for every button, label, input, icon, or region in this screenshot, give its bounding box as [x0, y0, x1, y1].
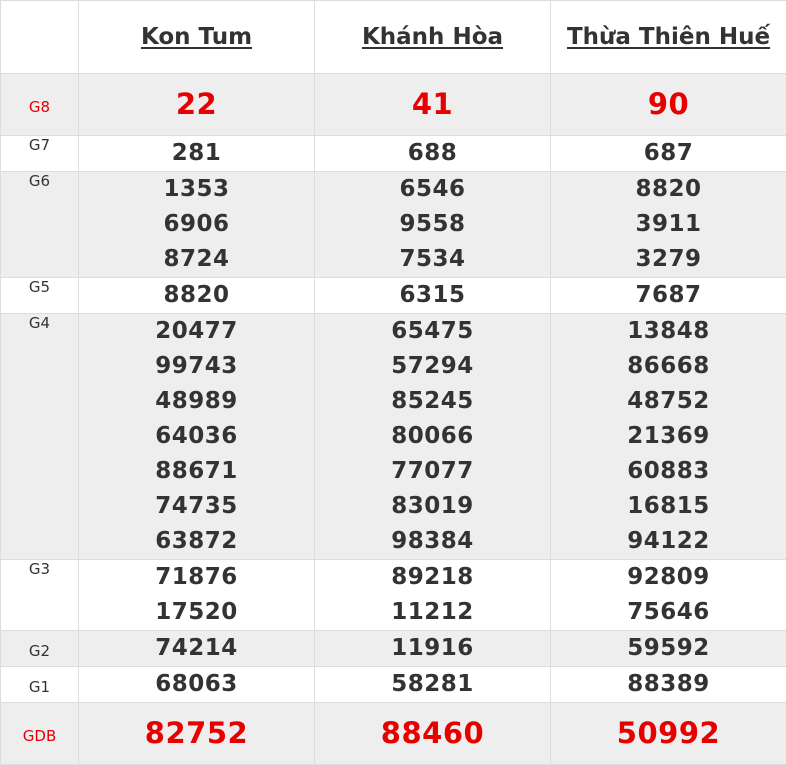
- number-g8-khanh-hoa: 41: [315, 74, 550, 135]
- prize-label-g2: G2: [1, 631, 79, 667]
- prize-row-g6: [1, 172, 786, 278]
- number-g4-khanh-hoa-6: 83019: [315, 489, 550, 524]
- header-row: [1, 1, 786, 74]
- number-g8-kon-tum: 22: [79, 74, 314, 135]
- number-g6-hue-3: 3279: [551, 242, 786, 277]
- province-link-khanh-hoa[interactable]: Khánh Hòa: [362, 24, 503, 50]
- number-g1-kon-tum: 68063: [79, 667, 314, 702]
- number-g3-khanh-hoa-1: 89218: [315, 560, 550, 595]
- number-g6-hue-1: 8820: [551, 172, 786, 207]
- cell-special-hue: [551, 703, 786, 765]
- number-g3-hue-2: 75646: [551, 595, 786, 630]
- cell-g4-khanh-hoa: [315, 314, 551, 560]
- number-g5-kon-tum: 8820: [79, 278, 314, 313]
- number-g3-kon-tum-1: 71876: [79, 560, 314, 595]
- cell-g4-kon-tum: [79, 314, 315, 560]
- cell-g7-kon-tum: [79, 136, 315, 172]
- number-g4-hue-1: 13848: [551, 314, 786, 349]
- cell-g6-khanh-hoa: [315, 172, 551, 278]
- number-g4-khanh-hoa-2: 57294: [315, 349, 550, 384]
- number-g6-kon-tum-2: 6906: [79, 207, 314, 242]
- header-empty-cell: [1, 1, 79, 74]
- number-g1-hue: 88389: [551, 667, 786, 702]
- cell-g5-kon-tum: [79, 278, 315, 314]
- number-g4-hue-2: 86668: [551, 349, 786, 384]
- number-g2-kon-tum: 74214: [79, 631, 314, 666]
- number-g7-khanh-hoa: 688: [315, 136, 550, 171]
- prize-label-g7: G7: [1, 136, 79, 172]
- number-g4-hue-6: 16815: [551, 489, 786, 524]
- cell-g2-khanh-hoa: [315, 631, 551, 667]
- prize-row-g1: [1, 667, 786, 703]
- cell-g2-hue: [551, 631, 786, 667]
- prize-label-g5: G5: [1, 278, 79, 314]
- number-g1-khanh-hoa: 58281: [315, 667, 550, 702]
- number-g4-hue-4: 21369: [551, 419, 786, 454]
- cell-g7-hue: [551, 136, 786, 172]
- cell-g5-khanh-hoa: [315, 278, 551, 314]
- number-g8-hue: 90: [551, 74, 786, 135]
- number-g2-khanh-hoa: 11916: [315, 631, 550, 666]
- number-g4-kon-tum-2: 99743: [79, 349, 314, 384]
- cell-g8-khanh-hoa: [315, 74, 551, 136]
- number-g4-hue-5: 60883: [551, 454, 786, 489]
- prize-label-g1: G1: [1, 667, 79, 703]
- number-g6-khanh-hoa-2: 9558: [315, 207, 550, 242]
- number-special-kon-tum: 82752: [79, 703, 314, 764]
- number-g4-kon-tum-5: 88671: [79, 454, 314, 489]
- number-g5-hue: 7687: [551, 278, 786, 313]
- number-g4-khanh-hoa-7: 98384: [315, 524, 550, 559]
- header-kon-tum: [79, 1, 315, 74]
- cell-g5-hue: [551, 278, 786, 314]
- number-g7-kon-tum: 281: [79, 136, 314, 171]
- number-g4-kon-tum-4: 64036: [79, 419, 314, 454]
- cell-g3-hue: [551, 560, 786, 631]
- province-link-thua-thien-hue[interactable]: Thừa Thiên Huế: [567, 24, 770, 50]
- prize-row-special: [1, 703, 786, 765]
- prize-label-g8: G8: [1, 74, 79, 136]
- cell-g2-kon-tum: [79, 631, 315, 667]
- number-g4-khanh-hoa-5: 77077: [315, 454, 550, 489]
- cell-g8-kon-tum: [79, 74, 315, 136]
- number-g4-kon-tum-6: 74735: [79, 489, 314, 524]
- number-g4-hue-3: 48752: [551, 384, 786, 419]
- number-g2-hue: 59592: [551, 631, 786, 666]
- number-g4-kon-tum-3: 48989: [79, 384, 314, 419]
- prize-label-g4: G4: [1, 314, 79, 560]
- number-g4-kon-tum-1: 20477: [79, 314, 314, 349]
- number-g4-khanh-hoa-3: 85245: [315, 384, 550, 419]
- number-g4-hue-7: 94122: [551, 524, 786, 559]
- cell-g4-hue: [551, 314, 786, 560]
- header-khanh-hoa: [315, 1, 551, 74]
- number-special-hue: 50992: [551, 703, 786, 764]
- prize-row-g7: [1, 136, 786, 172]
- cell-g6-hue: [551, 172, 786, 278]
- number-g4-kon-tum-7: 63872: [79, 524, 314, 559]
- prize-row-g3: [1, 560, 786, 631]
- cell-g1-khanh-hoa: [315, 667, 551, 703]
- number-g3-hue-1: 92809: [551, 560, 786, 595]
- cell-special-khanh-hoa: [315, 703, 551, 765]
- prize-label-g6: G6: [1, 172, 79, 278]
- cell-g8-hue: [551, 74, 786, 136]
- cell-g3-kon-tum: [79, 560, 315, 631]
- prize-row-g4: [1, 314, 786, 560]
- province-link-kon-tum[interactable]: Kon Tum: [141, 24, 252, 50]
- number-g6-hue-2: 3911: [551, 207, 786, 242]
- prize-label-special: GDB: [1, 703, 79, 765]
- number-g5-khanh-hoa: 6315: [315, 278, 550, 313]
- prize-row-g5: [1, 278, 786, 314]
- header-thua-thien-hue: [551, 1, 786, 74]
- cell-special-kon-tum: [79, 703, 315, 765]
- cell-g1-kon-tum: [79, 667, 315, 703]
- number-g7-hue: 687: [551, 136, 786, 171]
- number-g6-khanh-hoa-3: 7534: [315, 242, 550, 277]
- cell-g3-khanh-hoa: [315, 560, 551, 631]
- number-g6-kon-tum-3: 8724: [79, 242, 314, 277]
- prize-label-g3: G3: [1, 560, 79, 631]
- number-special-khanh-hoa: 88460: [315, 703, 550, 764]
- cell-g6-kon-tum: [79, 172, 315, 278]
- number-g4-khanh-hoa-4: 80066: [315, 419, 550, 454]
- number-g6-khanh-hoa-1: 6546: [315, 172, 550, 207]
- prize-row-g8: [1, 74, 786, 136]
- number-g6-kon-tum-1: 1353: [79, 172, 314, 207]
- number-g3-kon-tum-2: 17520: [79, 595, 314, 630]
- cell-g7-khanh-hoa: [315, 136, 551, 172]
- prize-row-g2: [1, 631, 786, 667]
- number-g4-khanh-hoa-1: 65475: [315, 314, 550, 349]
- number-g3-khanh-hoa-2: 11212: [315, 595, 550, 630]
- cell-g1-hue: [551, 667, 786, 703]
